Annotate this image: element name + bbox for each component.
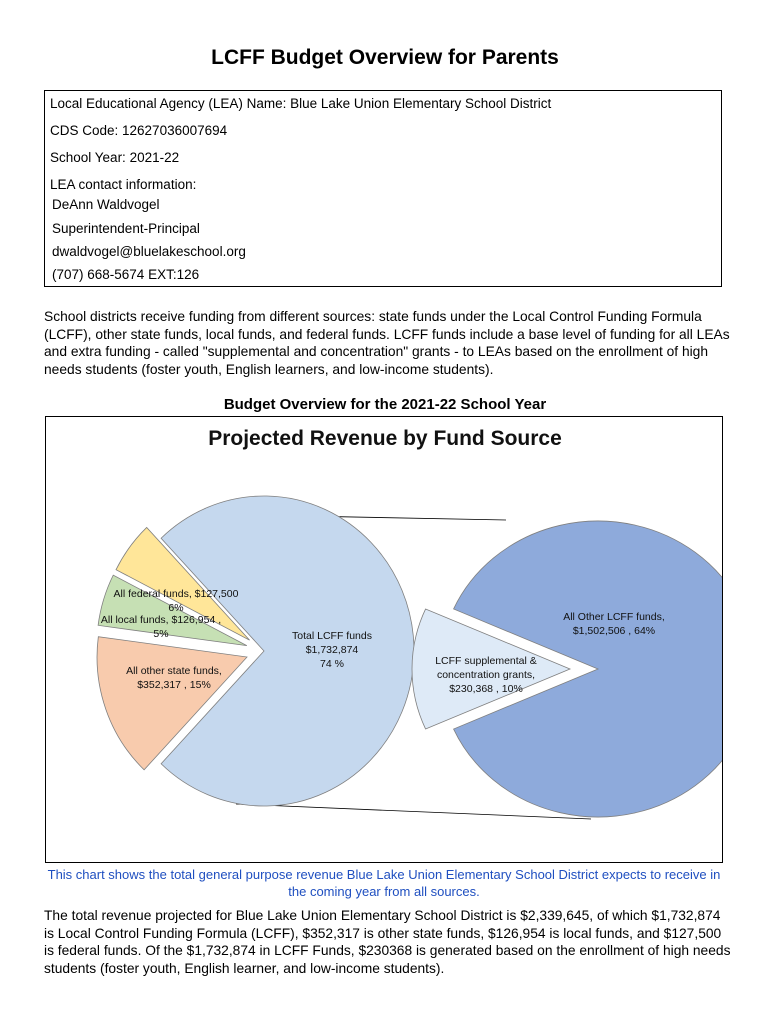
lea-info-box: [44, 90, 722, 287]
contact-title: Superintendent-Principal: [52, 221, 200, 236]
label-local: All local funds, $126,954 , 5%: [100, 614, 222, 640]
revenue-chart: [45, 416, 723, 863]
chart-caption: This chart shows the total general purpose revenue Blue Lake Union Elementary School District expects to receive in the coming year from all sources.: [47, 867, 721, 899]
chart-title: Projected Revenue by Fund Source: [208, 427, 562, 450]
cds-code: CDS Code: 12627036007694: [50, 123, 228, 138]
label-total-lcff: Total LCFF funds $1,732,874 74 %: [292, 630, 372, 670]
label-federal: All federal funds, $127,500 6%: [113, 588, 239, 614]
label-supplemental-concentration: LCFF supplemental & concentration grants, $230,368 , 10%: [435, 655, 537, 695]
summary-paragraph: The total revenue projected for Blue Lake Union Elementary School District is $2,339,645, of which $1,732,874 is Local Control Funding Formula (LCFF), $352,317 is other state funds, $126,954 is local funds, and $127,500 is federal funds. Of the $1,732,874 in LCFF Funds, $230368 is generated based on the enrollment of high needs students (foster youth, English learner, and low-income students).: [44, 908, 731, 976]
intro-paragraph: School districts receive funding from different sources: state funds under the Local Control Funding Formula (LCFF), other state funds, local funds, and federal funds. LCFF funds include a base level of funding for all LEAs and extra funding - called "supplemental and concentration" grants - to LEAs based on the enrollment of high needs students (foster youth, English learners, and low-income students).: [44, 309, 730, 377]
label-other-lcff: All Other LCFF funds, $1,502,506 , 64%: [563, 611, 665, 637]
contact-name: DeAnn Waldvogel: [52, 197, 160, 212]
chart-canvas: [46, 417, 722, 862]
contact-heading: LEA contact information:: [50, 177, 197, 192]
lea-name: Local Educational Agency (LEA) Name: Blue Lake Union Elementary School District: [50, 96, 552, 111]
overview-heading: Budget Overview for the 2021-22 School Year: [223, 396, 547, 413]
contact-email[interactable]: dwaldvogel@bluelakeschool.org: [52, 244, 246, 259]
label-other-state: All other state funds, $352,317 , 15%: [126, 665, 222, 691]
school-year: School Year: 2021-22: [50, 150, 180, 165]
page-title: LCFF Budget Overview for Parents: [211, 46, 559, 69]
contact-phone: (707) 668-5674 EXT:126: [52, 267, 200, 282]
